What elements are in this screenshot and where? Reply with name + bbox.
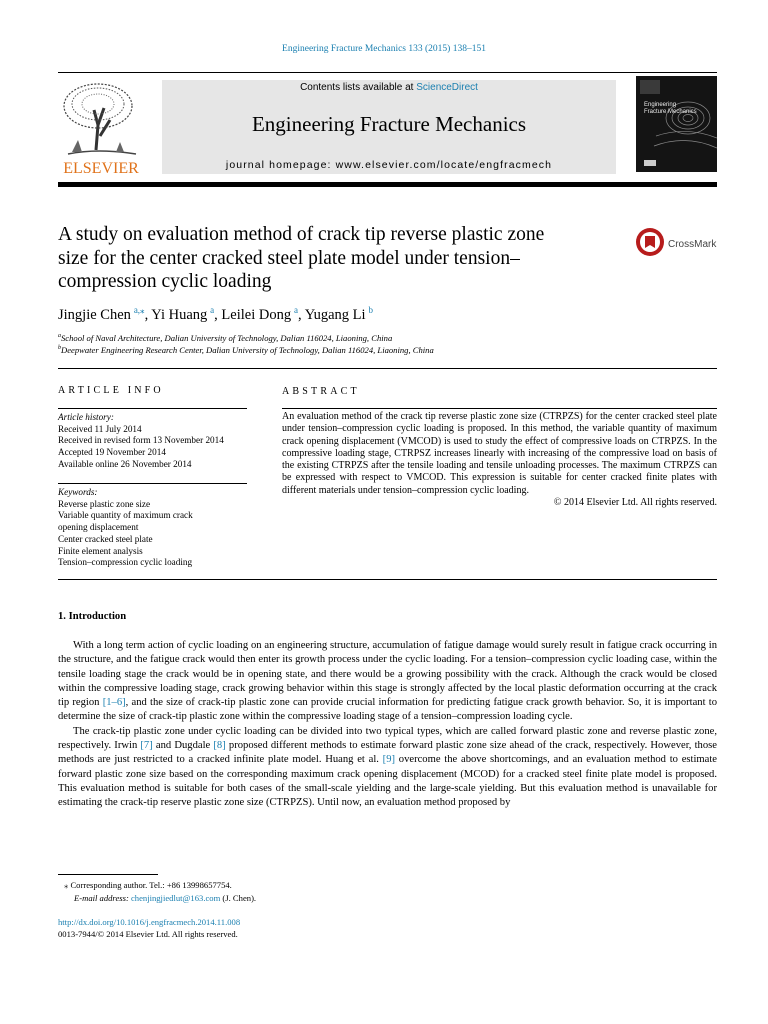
article-title: A study on evaluation method of crack tip reverse plastic zone size for the center cracked steel plate model under tension–compression cyclic loading [58, 224, 545, 292]
section-rule [58, 579, 717, 580]
keyword: opening displacement [58, 522, 139, 533]
journal-name: Engineering Fracture Mechanics [251, 112, 527, 136]
elsevier-wordmark: ELSEVIER [63, 160, 139, 175]
keywords [58, 487, 193, 569]
history-item: Received 11 July 2014 [58, 423, 142, 434]
citation-link[interactable]: [8] [213, 740, 226, 752]
history-item: Accepted 19 November 2014 [58, 447, 166, 458]
footnote-rule [58, 874, 158, 875]
header-thick-rule [58, 182, 717, 187]
doi-link[interactable]: http://dx.doi.org/10.1016/j.engfracmech.2014.11.008 [58, 917, 241, 927]
abstract-rule [282, 408, 717, 409]
journal-cover-thumbnail[interactable] [636, 76, 717, 172]
corresponding-author-note: ⁎ Corresponding author. Tel.: +86 13998657754. [64, 880, 232, 890]
abstract-copyright: © 2014 Elsevier Ltd. All rights reserved. [553, 497, 717, 509]
journal-homepage-link[interactable]: journal homepage: www.elsevier.com/locate/engfracmech [225, 159, 553, 171]
keywords-rule [58, 483, 247, 484]
introduction-body [58, 639, 717, 811]
author-affiliation-marker[interactable]: a [294, 305, 298, 315]
history-label: Article history: [58, 412, 114, 422]
cover-title-line2: Fracture Mechanics [644, 109, 697, 115]
keyword: Variable quantity of maximum crack [58, 510, 193, 521]
sciencedirect-link[interactable]: ScienceDirect [416, 82, 478, 93]
history-item: Available online 26 November 2014 [58, 458, 192, 469]
introduction-heading: 1. Introduction [58, 611, 127, 622]
cover-title-line1: Engineering [644, 102, 677, 108]
contents-line [162, 82, 616, 93]
author-affiliation-marker[interactable]: a,⁎ [133, 305, 145, 315]
affiliation-a: $^a$School of Naval Architecture, Dalian University of Technology, Dalian 116024, Liaoning, China [58, 333, 393, 343]
author-name: Yi Huang [151, 306, 208, 323]
journal-citation-link[interactable]: Engineering Fracture Mechanics 133 (2015) 138–151 [282, 44, 486, 54]
email-note: E-mail address: chenjingjiedlut@163.com (J. Chen). [74, 893, 257, 903]
crossmark-badge[interactable] [635, 226, 720, 260]
history-item: Received in revised form 13 November 2014 [58, 435, 224, 446]
keyword: Reverse plastic zone size [58, 498, 151, 509]
author-list: Jingjie Chen $^{a,⁎}$, Yi Huang $^a$, Leilei Dong $^a$, Yugang Li $^b$ [58, 305, 373, 323]
elsevier-logo [58, 80, 144, 175]
article-info-heading: ARTICLE INFO [58, 385, 164, 396]
paragraph: The crack-tip plastic zone under cyclic loading can be divided into two typical types, which are called forward plastic zone and reverse plastic zone, respectively. Irwin [7] and Dugdale [8] proposed different methods to estimate forward plastic zone size ahead of the crack, respectively. However, those methods are just restricted to a cracked infinite plate model. Huang et al. [9] overcome the above shortcomings, and an evaluation method to estimate forward plastic zone size based on the corresponding maximum crack opening displacement (MCOD) for a cracked steel finite plate model is proposed. This evaluation method is suitable for both cases of the small-scale yielding and the large-scale yielding. But this evaluation method is unavailable for estimating the crack-tip reserve plastic zone size (CTRPZS). Until now, an evaluation method proposed by [58, 725, 717, 809]
author-name: Leilei Dong [221, 306, 292, 323]
paragraph: With a long term action of cyclic loading on an engineering structure, accumulation of fatigue damage would surely result in fatigue crack occurring in the structure, and the fatigue crack would then enter its growth process under the cyclic loading. For a tension–compression cyclic loading case, within the tensile loading stage the crack would be in opening state, and there would be a growing possibility with the crack. Although the crack would be closed within the compressive loading stage, crack growing behavior within this stage is strongly affected by the local plastic deformation occurring at the crack tip region [1–6], and the size of crack-tip plastic zone can provide crucial information for predicting fatigue crack growth behavior. So, it is important to determine the size of crack-tip plastic zone within the compressive loading stage of a tension–compression loading cycle. [58, 640, 717, 723]
keywords-label: Keywords: [58, 487, 98, 497]
crossmark-label: CrossMark [668, 239, 717, 250]
citation-link[interactable]: [1–6] [102, 697, 126, 709]
keyword: Tension–compression cyclic loading [58, 557, 193, 568]
keyword: Center cracked steel plate [58, 533, 153, 544]
author-affiliation-marker[interactable]: b [368, 305, 373, 315]
top-rule [58, 72, 717, 73]
email-link[interactable]: chenjingjiedlut@163.com [130, 893, 221, 903]
info-rule [58, 408, 247, 409]
abstract [282, 411, 717, 509]
abstract-text: An evaluation method of the crack tip reverse plastic zone size (CTRPZS) for the center cracked steel plate under tension–compression cyclic loading is proposed. In this method, the variable quantity of maximum crack opening displacement (VMCOD) is used to study the effect of compressive loads on CTRPZS. In the compressive loading stage, CTRPSZ increases linearly with increasing of the compressive load on basis of the existing CTRPZS after the tensile loading and tensile unloading processes. The maximum CTRPZS can be expressed with respect to VMCOD. This expression is suitable for center cracked finite plates with different materials under tension–compression cyclic loading. [282, 411, 717, 496]
affiliation-b: $^b$Deepwater Engineering Research Center, Dalian University of Technology, Dalian 116024, Liaoning, China [58, 345, 434, 355]
contents-prefix: Contents lists available at [300, 82, 417, 93]
keyword: Finite element analysis [58, 545, 143, 556]
citation-link[interactable]: [7] [140, 740, 153, 752]
author-name: Yugang Li [304, 306, 366, 323]
author-name: Jingjie Chen [58, 306, 131, 323]
citation-link[interactable]: [9] [382, 754, 396, 766]
abstract-heading: ABSTRACT [282, 386, 360, 397]
issn-copyright: 0013-7944/© 2014 Elsevier Ltd. All rights reserved. [58, 929, 238, 939]
author-affiliation-marker[interactable]: a [210, 305, 215, 315]
section-rule [58, 368, 717, 369]
article-history [58, 412, 224, 471]
